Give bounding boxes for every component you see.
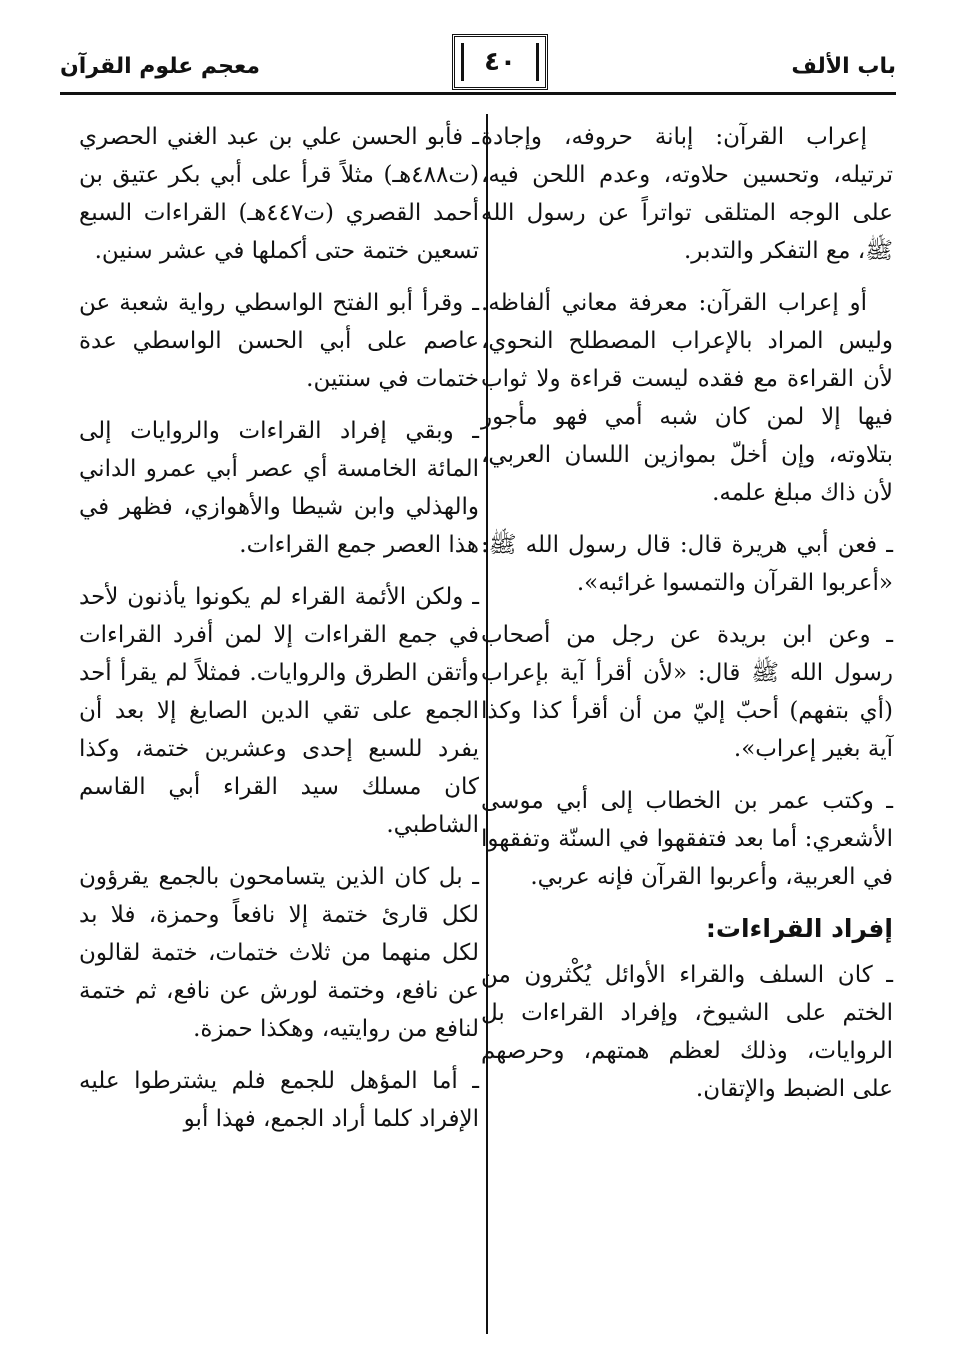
left-column — [79, 118, 479, 1152]
paragraph: ـ وقرأ أبو الفتح الواسطي رواية شعبة عن عاصم على أبي الحسن الواسطي عدة ختمات في سنتين. — [79, 290, 479, 392]
book-title: معجم علوم القرآن — [60, 54, 261, 79]
paragraph: ـ بل كان الذين يتسامحون بالجمع يقرؤون لكل قارئ ختمة إلا نافعاً وحمزة، فلا بد لكل منهما من ثلاث ختمات، ختمة لقالون عن نافع، وختمة لورش عن نافع، ثم ختمة لنافع من روايتيه، وهكذا حمزة. — [79, 864, 479, 1042]
page-number: ٤٠ — [484, 47, 516, 77]
paragraph: ـ فعن أبي هريرة قال: قال رسول الله ﷺ: «أعربوا القرآن والتمسوا غرائبه». — [481, 532, 893, 596]
paragraph: ـ فأبو الحسن علي بن عبد الغني الحصري (ت٤٨٨هـ) مثلاً قرأ على أبي بكر عتيق بن أحمد القصري (ت٤٤٧هـ) القراءات السبع تسعين ختمة حتى أكملها في عشر سنين. — [79, 124, 479, 264]
page-header — [60, 30, 896, 92]
paragraph: ـ وبقي إفراد القراءات والروايات إلى المائة الخامسة أي عصر أبي عمرو الداني والهذلي وابن شيطا والأهوازي، فظهر في هذا العصر جمع القراءات. — [79, 418, 479, 558]
paragraph: أو إعراب القرآن: معرفة معاني ألفاظه. وليس المراد بالإعراب المصطلح النحوي، لأن القراءة مع فقده ليست قراءة ولا ثواب فيها إلا لمن كان شبه أمي فهو مأجور بتلاوته، وإن أخلّ بموازين اللسان العربي، لأن ذاك مبلغ علمه. — [481, 290, 893, 506]
right-column — [481, 118, 893, 1122]
paragraph: ـ وكتب عمر بن الخطاب إلى أبي موسى الأشعري: أما بعد فتفقهوا في السنّة وتفقهوا في العربية، وأعربوا القرآن فإنه عربي. — [481, 788, 893, 890]
section-heading: إفراد القراءات: — [705, 914, 893, 943]
chapter-title: باب الألف — [791, 54, 896, 79]
paragraph: ـ وعن ابن بريدة عن رجل من أصحاب رسول الله ﷺ قال: «لأن أقرأ آية بإعراب (أي بتفهم) أحبّ إليّ من أن أقرأ كذا وكذا آية بغير إعراب». — [481, 622, 893, 762]
paragraph: ـ ولكن الأئمة القراء لم يكونوا يأذنون لأحد في جمع القراءات إلا لمن أفرد القراءات وأتقن الطرق والروايات. فمثلاً لم يقرأ أحد الجمع على تقي الدين الصايغ إلا بعد أن يفرد للسبع إحدى وعشرين ختمة، وكذا كان مسلك سيد القراء أبي القاسم الشاطبي. — [79, 584, 479, 838]
paragraph: ـ أما المؤهل للجمع فلم يشترطوا عليه الإفراد كلما أراد الجمع، فهذا أبو — [79, 1068, 479, 1132]
header-rule — [60, 92, 896, 95]
paragraph: ـ كان السلف والقراء الأوائل يُكْثرون من الختم على الشيوخ، وإفراد القراءات بل الروايات، وذلك لعظم همتهم، وحرصهم على الضبط والإتقان. — [481, 962, 893, 1102]
page-number-box — [452, 34, 548, 90]
paragraph: إعراب القرآن: إبانة حروفه، وإجادة ترتيله، وتحسين حلاوته، وعدم اللحن فيه، على الوجه المتلقى تواتراً عن رسول الله ﷺ، مع التفكر والتدبر. — [481, 124, 893, 264]
